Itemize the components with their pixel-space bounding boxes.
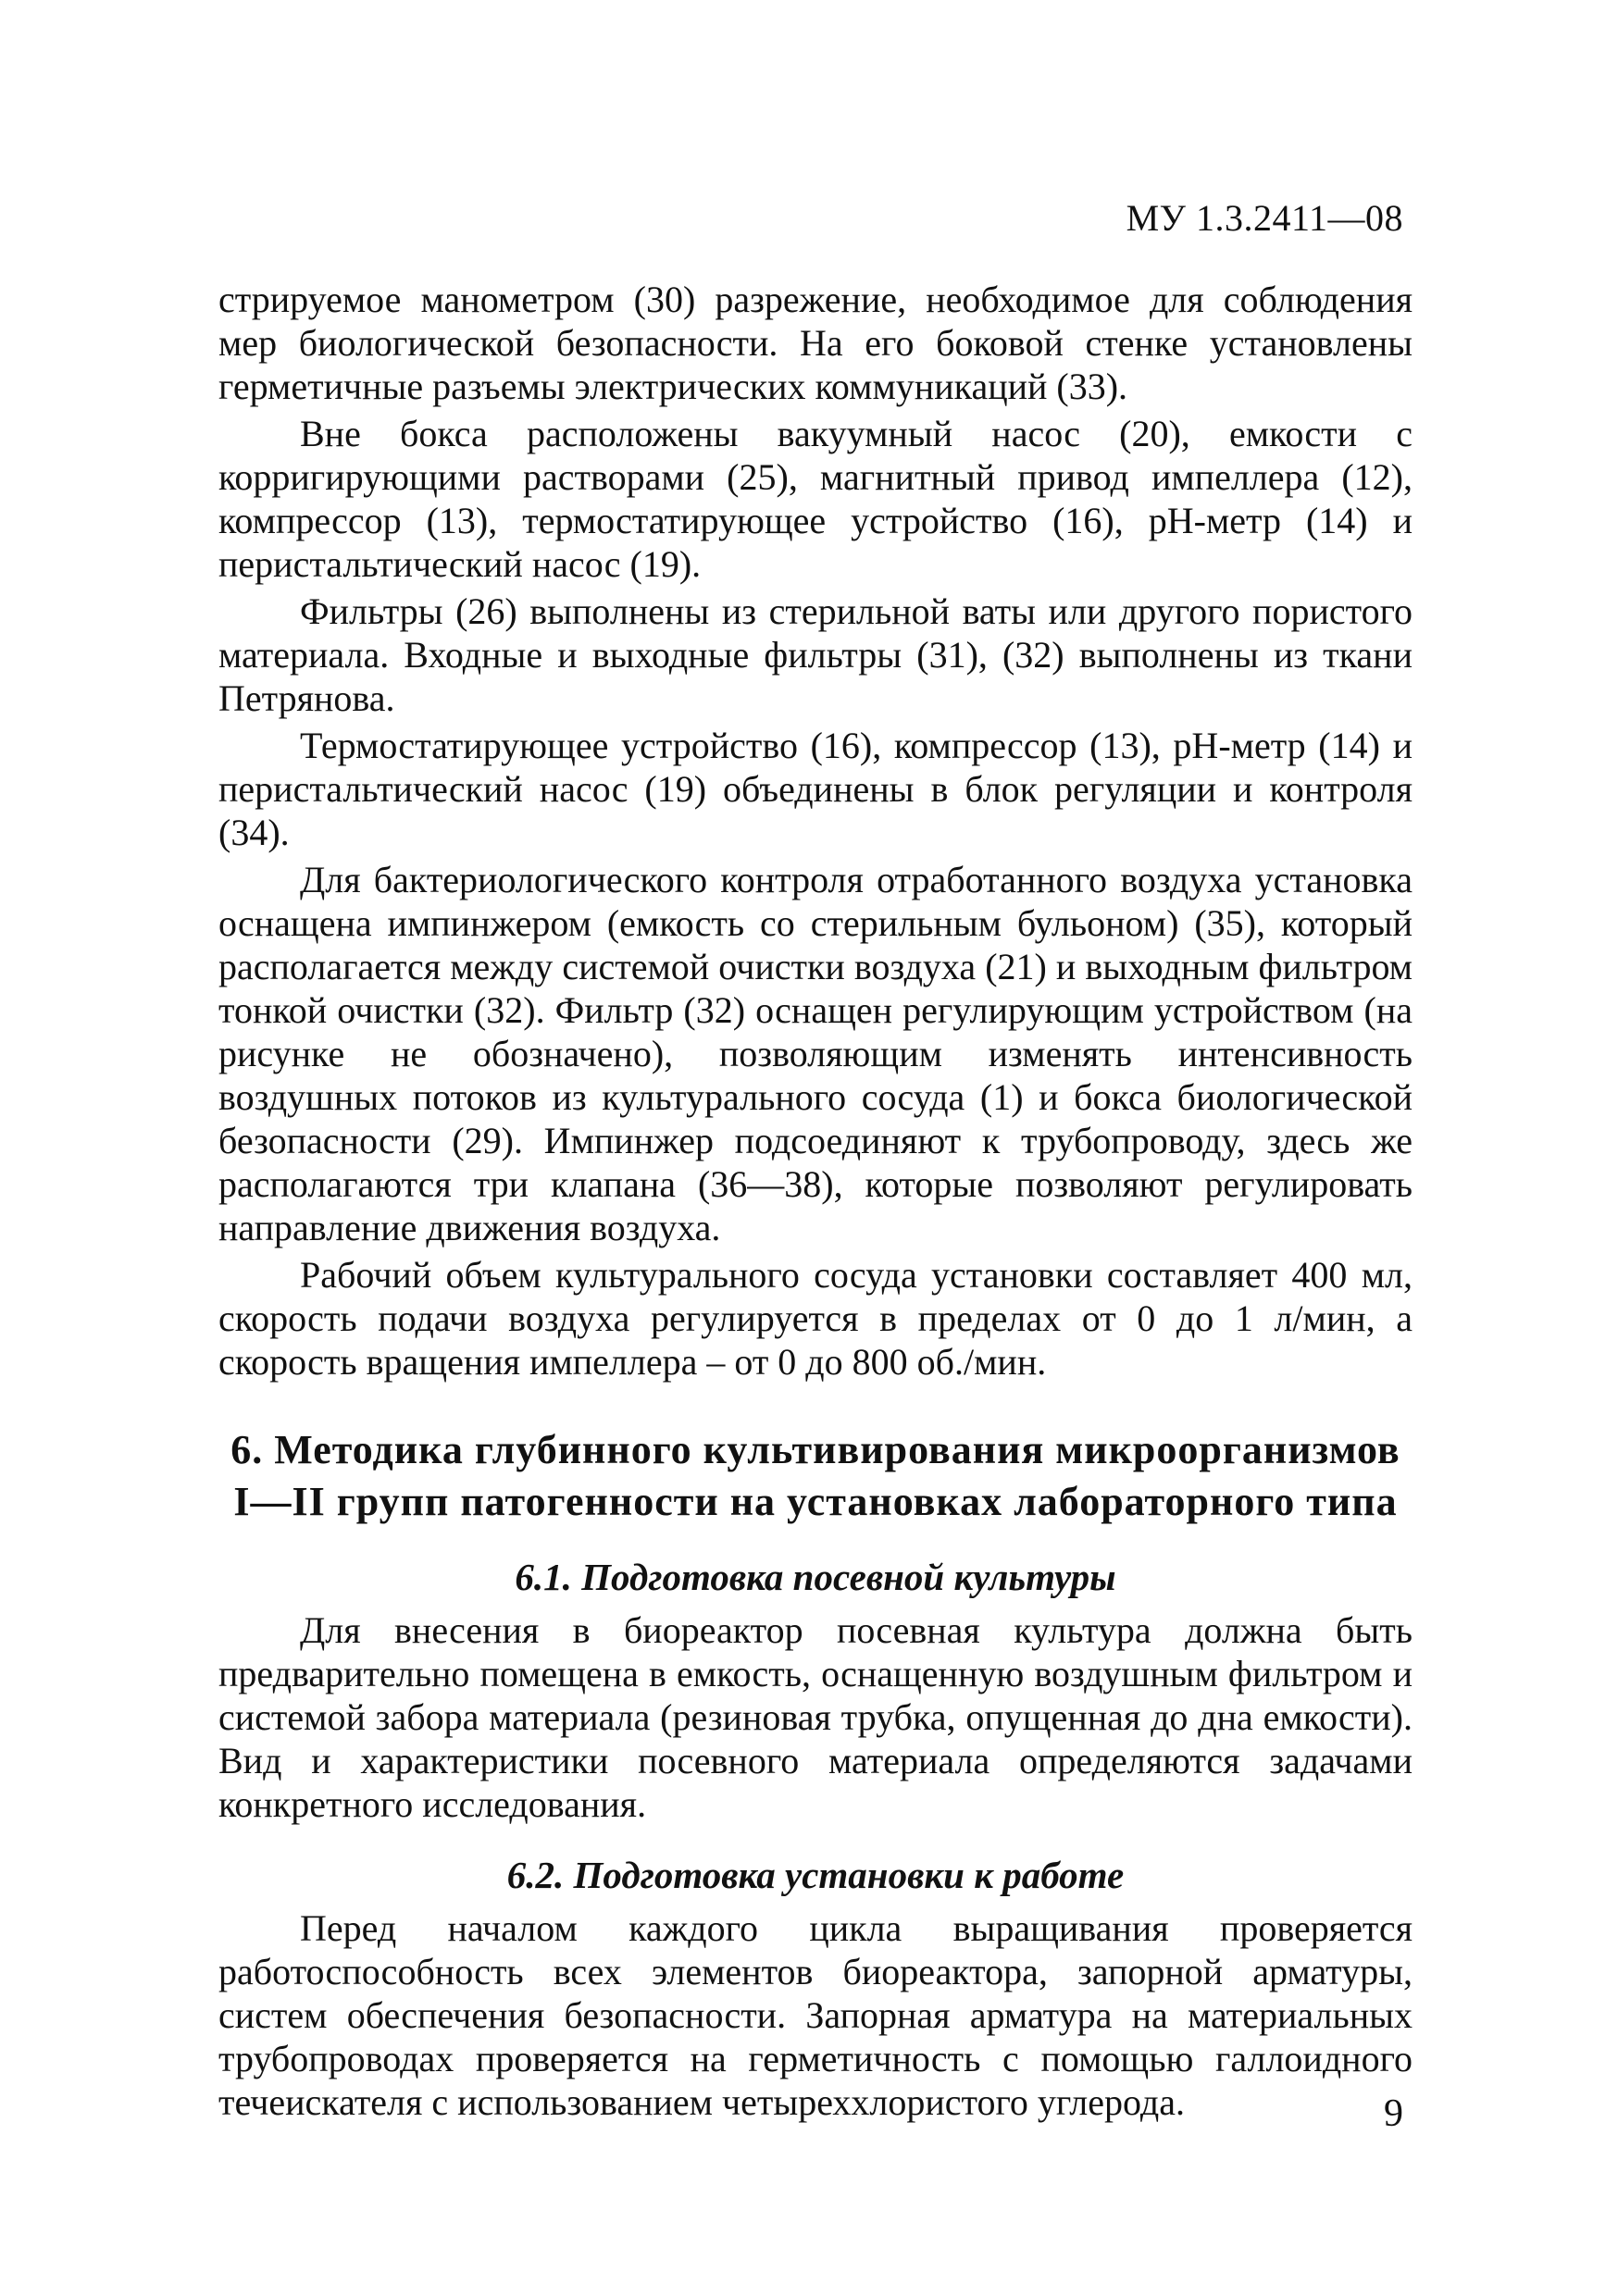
paragraph-impinger: Для бактериологического контроля отработанного воздуха установка оснащена импинжером (емкость со стерильным бульоном) (35), который располагается между системой очистки воздуха (21) и выходным фильтром тонкой очистки (32). Фильтр (32) оснащен регулирующим устройством (на рисунке не обозначено), позволяющим изменять интенсивность воздушных потоков из культурального сосуда (1) и бокса биологической безопасности (29). Импинжер подсоединяют к трубопроводу, здесь же располагаются три клапана (36—38), которые позволяют регулировать направление движения воздуха. xyxy=(218,859,1413,1248)
paragraph-continuation: стрируемое манометром (30) разрежение, необходимое для соблюдения мер биологической безопасности. На его боковой стенке установлены герметичные разъемы электрических коммуникаций (33). xyxy=(218,279,1413,407)
paragraph-working-volume: Рабочий объем культурального сосуда установки составляет 400 мл, скорость подачи воздуха регулируется в пределах от 0 до 1 л/мин, а скорость вращения импеллера – от 0 до 800 об./мин. xyxy=(218,1254,1413,1383)
paragraph-outside-box: Вне бокса расположены вакуумный насос (20), емкости с корригирующими растворами (25), магнитный привод импеллера (12), компрессор (13), термостатирующее устройство (16), pH-метр (14) и перистальтический насос (19). xyxy=(218,413,1413,585)
section-6-heading-line2: I—II групп патогенности на установках лабораторного типа xyxy=(233,1479,1398,1524)
paragraph-filters: Фильтры (26) выполнены из стерильной ваты или другого пористого материала. Входные и выходные фильтры (31), (32) выполнены из ткани Петрянова. xyxy=(218,590,1413,719)
page-number: 9 xyxy=(1384,2092,1403,2135)
subsection-6-2-text: Перед началом каждого цикла выращивания проверяется работоспособность всех элементов биореактора, запорной арматуры, систем обеспечения безопасности. Запорная арматура на материальных трубопроводах проверяется на герметичность с помощью галлоидного течеискателя с использованием четыреххлористого углерода. xyxy=(218,1907,1413,2123)
document-code: МУ 1.3.2411—08 xyxy=(1126,197,1403,239)
subsection-6-1-text: Для внесения в биореактор посевная культура должна быть предварительно помещена в емкость, оснащенную воздушным фильтром и системой забора материала (резиновая трубка, опущенная до дна емкости). Вид и характеристики посевного материала определяются задачами конкретного исследования. xyxy=(218,1609,1413,1825)
paragraph-control-block: Термостатирующее устройство (16), компрессор (13), pH-метр (14) и перистальтический насос (19) объединены в блок регуляции и контроля (34). xyxy=(218,725,1413,853)
subsection-6-2-heading: 6.2. Подготовка установки к работе xyxy=(506,1854,1125,1896)
section-6-heading-line1: 6. Методика глубинного культивирования микроорганизмов xyxy=(230,1427,1400,1472)
section-6-heading xyxy=(218,1424,1413,1528)
subsection-6-1-heading: 6.1. Подготовка посевной культуры xyxy=(515,1556,1116,1598)
document-body xyxy=(218,278,1413,2128)
